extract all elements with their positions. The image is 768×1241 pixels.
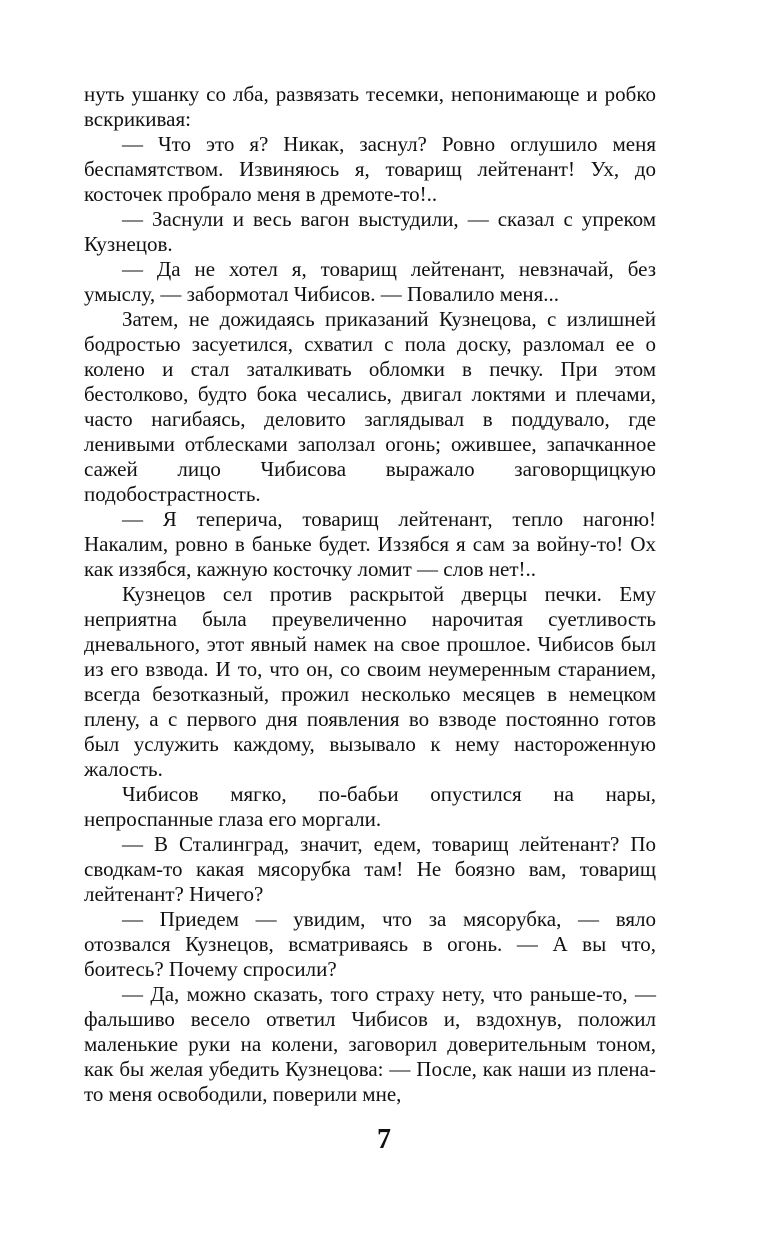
paragraph: — В Сталинград, значит, едем, товарищ лейтенант? По сводкам-то какая мясорубка там! Не боязно вам, товарищ лейтенант? Ничего? [84,832,656,906]
paragraph: — Заснули и весь вагон выстудили, — сказал с упреком Кузнецов. [84,207,656,256]
paragraph: — Приедем — увидим, что за мясорубка, — вяло отозвался Кузнецов, всматриваясь в огонь. — А вы что, боитесь? Почему спросили? [84,907,656,981]
paragraph: Затем, не дожидаясь приказаний Кузнецова, с излишней бодростью засуетился, схватил с пола доску, разломал ее о колено и стал заталкивать обломки в печку. При этом бестолково, будто бока чесались, двигал локтями и плечами, часто нагибаясь, деловито заглядывал в поддувало, где ленивыми отблесками заползал огонь; ожившее, запачканное сажей лицо Чибисова выражало заговорщицкую подобострастность. [84,307,656,506]
page-number: 7 [377,1124,391,1155]
paragraph: — Что это я? Никак, заснул? Ровно оглушило меня беспамятством. Извиняюсь я, товарищ лейтенант! Ух, до косточек пробрало меня в дремоте-то!.. [84,132,656,206]
paragraph-continuation: нуть ушанку со лба, развязать тесемки, непонимающе и робко вскрикивая: [84,82,656,131]
page-body [84,82,656,1107]
paragraph: — Да не хотел я, товарищ лейтенант, невзначай, без умыслу, — забормотал Чибисов. — Повалило меня... [84,257,656,306]
paragraph: — Да, можно сказать, того страху нету, что раньше-то, — фальшиво весело ответил Чибисов и, вздохнув, положил маленькие руки на колени, заговорил доверительным тоном, как бы желая убедить Кузнецова: — После, как наши из плена-то меня освободили, поверили мне, [84,982,656,1106]
paragraph: Кузнецов сел против раскрытой дверцы печки. Ему неприятна была преувеличенно нарочитая суетливость дневального, этот явный намек на свое прошлое. Чибисов был из его взвода. И то, что он, со своим неумеренным старанием, всегда безотказный, прожил несколько месяцев в немецком плену, а с первого дня появления во взводе постоянно готов был услужить каждому, вызывало к нему настороженную жалость. [84,582,656,781]
paragraph: Чибисов мягко, по-бабьи опустился на нары, непроспанные глаза его моргали. [84,782,656,831]
paragraph: — Я теперича, товарищ лейтенант, тепло нагоню! Накалим, ровно в баньке будет. Иззябся я сам за войну-то! Ох как иззябся, кажную косточку ломит — слов нет!.. [84,507,656,581]
